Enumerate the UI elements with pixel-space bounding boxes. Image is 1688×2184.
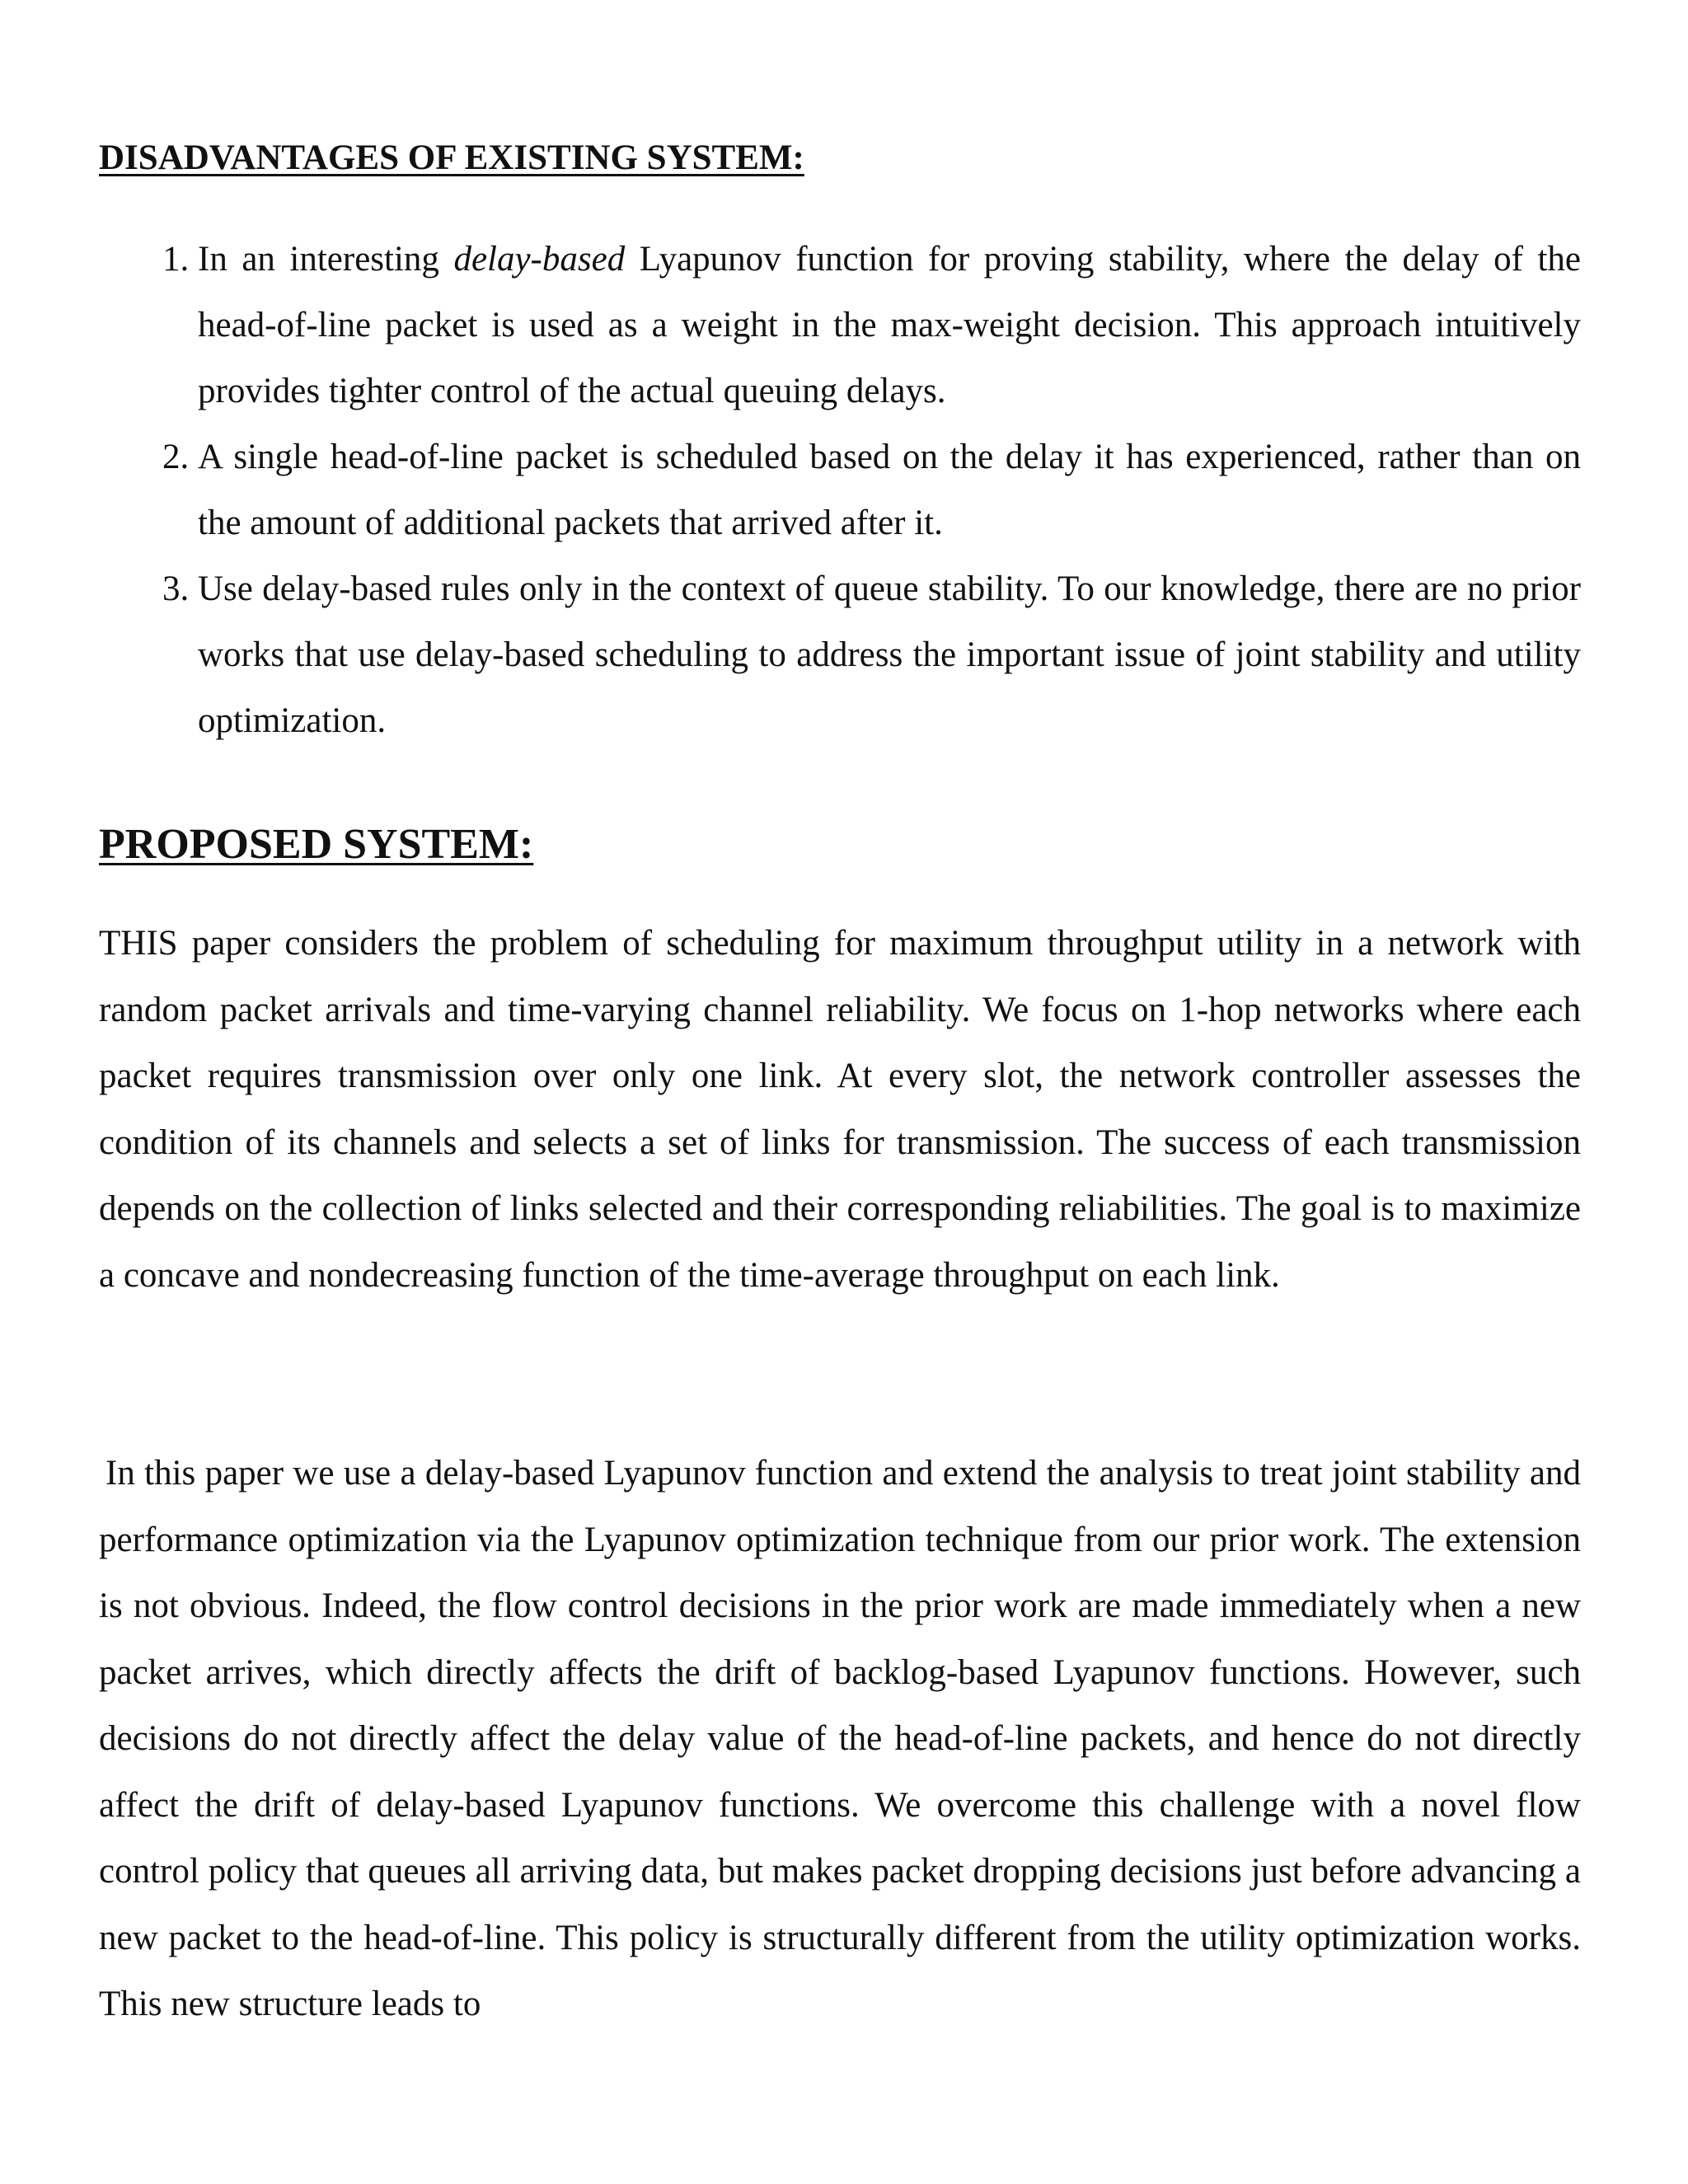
disadvantages-heading: DISADVANTAGES OF EXISTING SYSTEM: (99, 138, 804, 177)
proposed-paragraph-1: THIS paper considers the problem of scheduling for maximum throughput utility in a network with random packet arrivals and time-varying channel reliability. We focus on 1-hop networks where each packet requires transmission over only one link. At every slot, the network controller assesses the condition of its channels and selects a set of links for transmission. The success of each transmission depends on the collection of links selected and their corresponding reliabilities. The goal is to maximize a concave and nondecreasing function of the time-average throughput on each link. (99, 924, 1581, 1295)
emphasized-term: delay-based (453, 240, 626, 279)
list-item (198, 424, 1581, 556)
list-item (198, 227, 1581, 424)
proposed-heading: PROPOSED SYSTEM: (99, 821, 534, 868)
disadvantages-list (0, 227, 1581, 754)
list-item (198, 556, 1581, 754)
list-item-text: Use delay-based rules only in the context of queue stability. To our knowledge, there are no prior works that use delay-based scheduling to address the important issue of joint stability and utility optimization. (198, 569, 1581, 740)
proposed-paragraph-2: In this paper we use a delay-based Lyapunov function and extend the analysis to treat joint stability and performance optimization via the Lyapunov optimization technique from our prior work. The extension is not obvious. Indeed, the flow control decisions in the prior work are made immediately when a new packet arrives, which directly affects the drift of backlog-based Lyapunov functions. However, such decisions do not directly affect the delay value of the head-of-line packets, and hence do not directly affect the drift of delay-based Lyapunov functions. We overcome this challenge with a novel flow control policy that queues all arriving data, but makes packet dropping decisions just before advancing a new packet to the head-of-line. This policy is structurally different from the utility optimization works. This new structure leads to (99, 1454, 1581, 2023)
list-item-text: A single head-of-line packet is scheduled based on the delay it has experienced, rather than on the amount of additional packets that arrived after it. (198, 438, 1581, 542)
list-item-text-start: In an interesting (198, 240, 454, 279)
list-item-text-end: Lyapunov function for proving stability, where the delay of the head-of-line packet is used as a weight in the max-weight decision. This approach intuitively provides tighter control of the actual queuing delays. (198, 240, 1581, 410)
